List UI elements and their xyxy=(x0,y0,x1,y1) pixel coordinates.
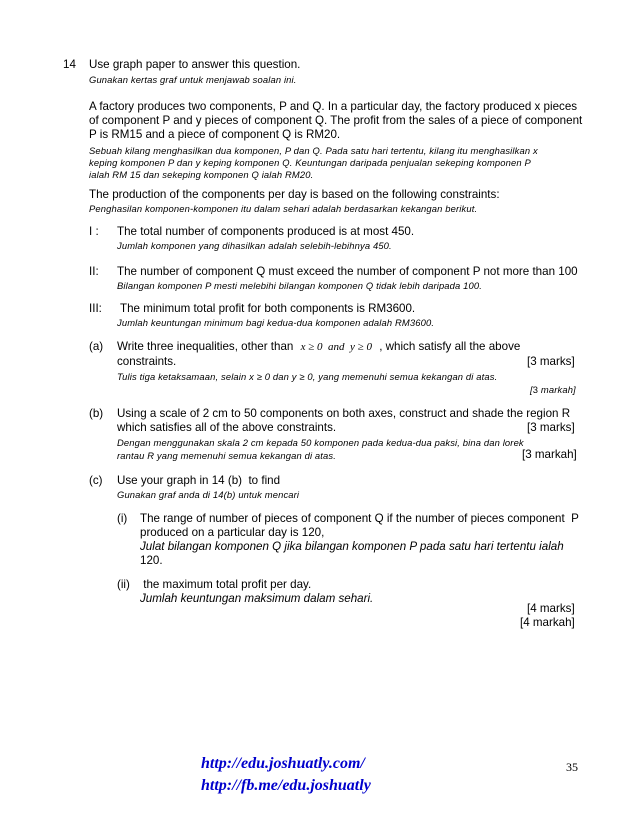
part-c-label: (c) xyxy=(89,474,103,487)
part-b-label: (b) xyxy=(89,407,104,420)
constraint-ms: Bilangan komponen P mesti melebihi bilangan komponen Q tidak lebih daripada 100. xyxy=(117,280,483,291)
context-ms-1: Sebuah kilang menghasilkan dua komponen, P dan Q. Pada satu hari tertentu, kilang itu menghasilkan x xyxy=(89,145,538,156)
part-b-marks-ms: [3 markah] xyxy=(522,448,577,461)
intro-ms: Gunakan kertas graf untuk menjawab soalan ini. xyxy=(89,74,297,85)
part-c-marks-ms: [4 markah] xyxy=(520,616,575,629)
part-c-marks-en: [4 marks] xyxy=(527,602,575,615)
page-number: 35 xyxy=(566,760,578,774)
part-a-en-line2: constraints. xyxy=(117,355,177,368)
part-a-math: x ≥ 0 and y ≥ 0 xyxy=(300,341,372,353)
part-a-en-line1 xyxy=(117,340,520,354)
part-c-i-en-2: produced on a particular day is 120, xyxy=(140,526,325,539)
part-c-en: Use your graph in 14 (b) to find xyxy=(117,474,281,487)
part-c-ii-label: (ii) xyxy=(117,578,130,591)
part-b-en-1: Using a scale of 2 cm to 50 components on both axes, construct and shade the region R xyxy=(117,407,571,420)
context-ms-3: ialah RM 15 dan sekeping komponen Q ialah RM20. xyxy=(89,169,314,180)
part-a-en-post: , which satisfy all the above xyxy=(379,340,521,353)
part-a-label: (a) xyxy=(89,340,104,353)
part-a-ms: Tulis tiga ketaksamaan, selain x ≥ 0 dan y ≥ 0, yang memenuhi semua kekangan di atas. xyxy=(117,371,498,382)
constraint-ms: Jumlah keuntungan minimum bagi kedua-dua komponen adalah RM3600. xyxy=(117,317,435,328)
context-en-3: P is RM15 and a piece of component Q is RM20. xyxy=(89,128,341,141)
part-b-ms-1: Dengan menggunakan skala 2 cm kepada 50 komponen pada kedua-dua paksi, bina dan lorek xyxy=(117,437,524,448)
constraint-en: The total number of components produced is at most 450. xyxy=(117,225,415,238)
constraint-label: I : xyxy=(89,225,99,238)
footer-link-site[interactable]: http://edu.joshuatly.com/ xyxy=(201,755,365,772)
constraints-intro-ms: Penghasilan komponen-komponen itu dalam sehari adalah berdasarkan kekangan berikut. xyxy=(89,203,478,214)
part-c-ii-en: the maximum total profit per day. xyxy=(140,578,312,591)
constraint-en: The number of component Q must exceed the number of component P not more than 100 xyxy=(117,265,578,278)
part-c-i-label: (i) xyxy=(117,512,128,525)
part-a-marks-ms: [3 markah] xyxy=(530,384,576,395)
part-a-marks-en: [3 marks] xyxy=(527,355,575,368)
question-number: 14 xyxy=(63,58,76,71)
context-en-2: of component P and y pieces of component Q. The profit from the sales of a piece of component xyxy=(89,114,583,127)
part-c-i-en-1: The range of number of pieces of component Q if the number of pieces component P xyxy=(140,512,579,525)
constraint-ms: Jumlah komponen yang dihasilkan adalah selebih-lebihnya 450. xyxy=(117,240,392,251)
context-en-1: A factory produces two components, P and Q. In a particular day, the factory produced x pieces xyxy=(89,100,578,113)
part-b-marks-en: [3 marks] xyxy=(527,421,575,434)
part-c-i-ms-1: Julat bilangan komponen Q jika bilangan komponen P pada satu hari tertentu ialah xyxy=(140,540,564,553)
constraint-label: III: xyxy=(89,302,102,315)
footer-link-facebook[interactable]: http://fb.me/edu.joshuatly xyxy=(201,777,371,794)
intro-en: Use graph paper to answer this question. xyxy=(89,58,301,71)
constraint-label: II: xyxy=(89,265,99,278)
part-b-en-2: which satisfies all of the above constraints. xyxy=(117,421,337,434)
constraint-en: The minimum total profit for both components is RM3600. xyxy=(117,302,416,315)
part-c-ms: Gunakan graf anda di 14(b) untuk mencari xyxy=(117,489,300,500)
part-b-ms-2: rantau R yang memenuhi semua kekangan di atas. xyxy=(117,450,337,461)
part-a-en-pre: Write three inequalities, other than xyxy=(117,340,294,353)
part-c-i-ms-2: 120. xyxy=(140,554,163,567)
context-ms-2: keping komponen P dan y keping komponen Q. Keuntungan daripada penjualan sekeping komponen P xyxy=(89,157,531,168)
part-c-ii-ms: Jumlah keuntungan maksimum dalam sehari. xyxy=(140,592,374,605)
constraints-intro-en: The production of the components per day is based on the following constraints: xyxy=(89,188,500,201)
